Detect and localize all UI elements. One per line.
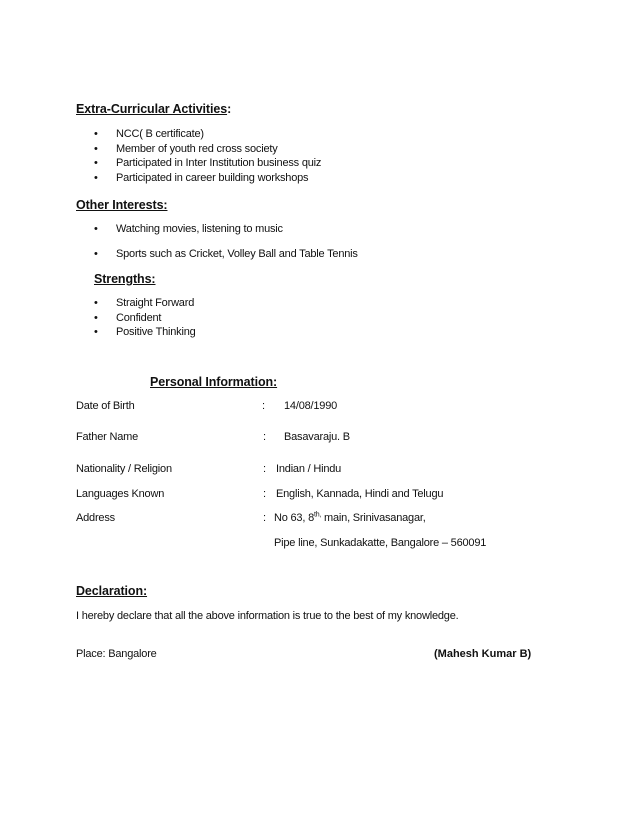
strengths-list (94, 296, 196, 340)
declaration-heading: Declaration: (76, 584, 148, 598)
colon: : (263, 488, 266, 500)
address-line1-sup: th, (313, 511, 322, 519)
other-interests-heading: Other Interests: (76, 198, 168, 212)
address-row (76, 512, 596, 526)
extra-curricular-heading (76, 102, 231, 116)
list-item: • Participated in career building workshops (94, 171, 321, 186)
address-line2: Pipe line, Sunkadakatte, Bangalore – 560091 (274, 537, 487, 549)
extra-curricular-heading-text: Extra-Curricular Activities (76, 102, 228, 116)
father-name-value: Basavaraju. B (284, 431, 350, 443)
colon: : (263, 431, 266, 443)
list-item: • Positive Thinking (94, 325, 196, 340)
personal-info-heading: Personal Information: (150, 375, 278, 389)
address-line1-post: main, Srinivasanagar, (321, 512, 426, 524)
list-item: • Straight Forward (94, 296, 196, 311)
list-item: • Sports such as Cricket, Volley Ball and Table Tennis (94, 247, 358, 262)
nationality-value: Indian / Hindu (276, 463, 342, 475)
address-line1 (274, 512, 426, 524)
signature-name: (Mahesh Kumar B) (434, 648, 532, 660)
colon: : (262, 400, 265, 412)
strengths-heading: Strengths: (94, 272, 156, 286)
languages-value: English, Kannada, Hindi and Telugu (276, 488, 444, 500)
place-text: Place: Bangalore (76, 648, 157, 660)
father-name-row (76, 431, 596, 445)
dob-label: Date of Birth (76, 400, 135, 412)
address-line1-pre: No 63, 8 (274, 512, 314, 524)
father-name-label: Father Name (76, 431, 138, 443)
languages-label: Languages Known (76, 488, 165, 500)
list-item: • Watching movies, listening to music (94, 222, 358, 237)
list-item: • Member of youth red cross society (94, 142, 321, 157)
languages-row (76, 488, 596, 502)
dob-value: 14/08/1990 (284, 400, 338, 412)
nationality-label: Nationality / Religion (76, 463, 172, 475)
dob-row (76, 400, 596, 414)
list-item: • Confident (94, 311, 196, 326)
nationality-row (76, 463, 596, 477)
declaration-text: I hereby declare that all the above information is true to the best of my knowledge. (76, 610, 459, 622)
list-item: • Participated in Inter Institution business quiz (94, 156, 321, 171)
colon: : (263, 463, 266, 475)
extra-curricular-heading-colon: : (227, 102, 232, 116)
colon: : (263, 512, 266, 524)
list-item: • NCC( B certificate) (94, 127, 321, 142)
extra-curricular-list (94, 127, 321, 185)
other-interests-list (94, 222, 358, 261)
address-label: Address (76, 512, 115, 524)
